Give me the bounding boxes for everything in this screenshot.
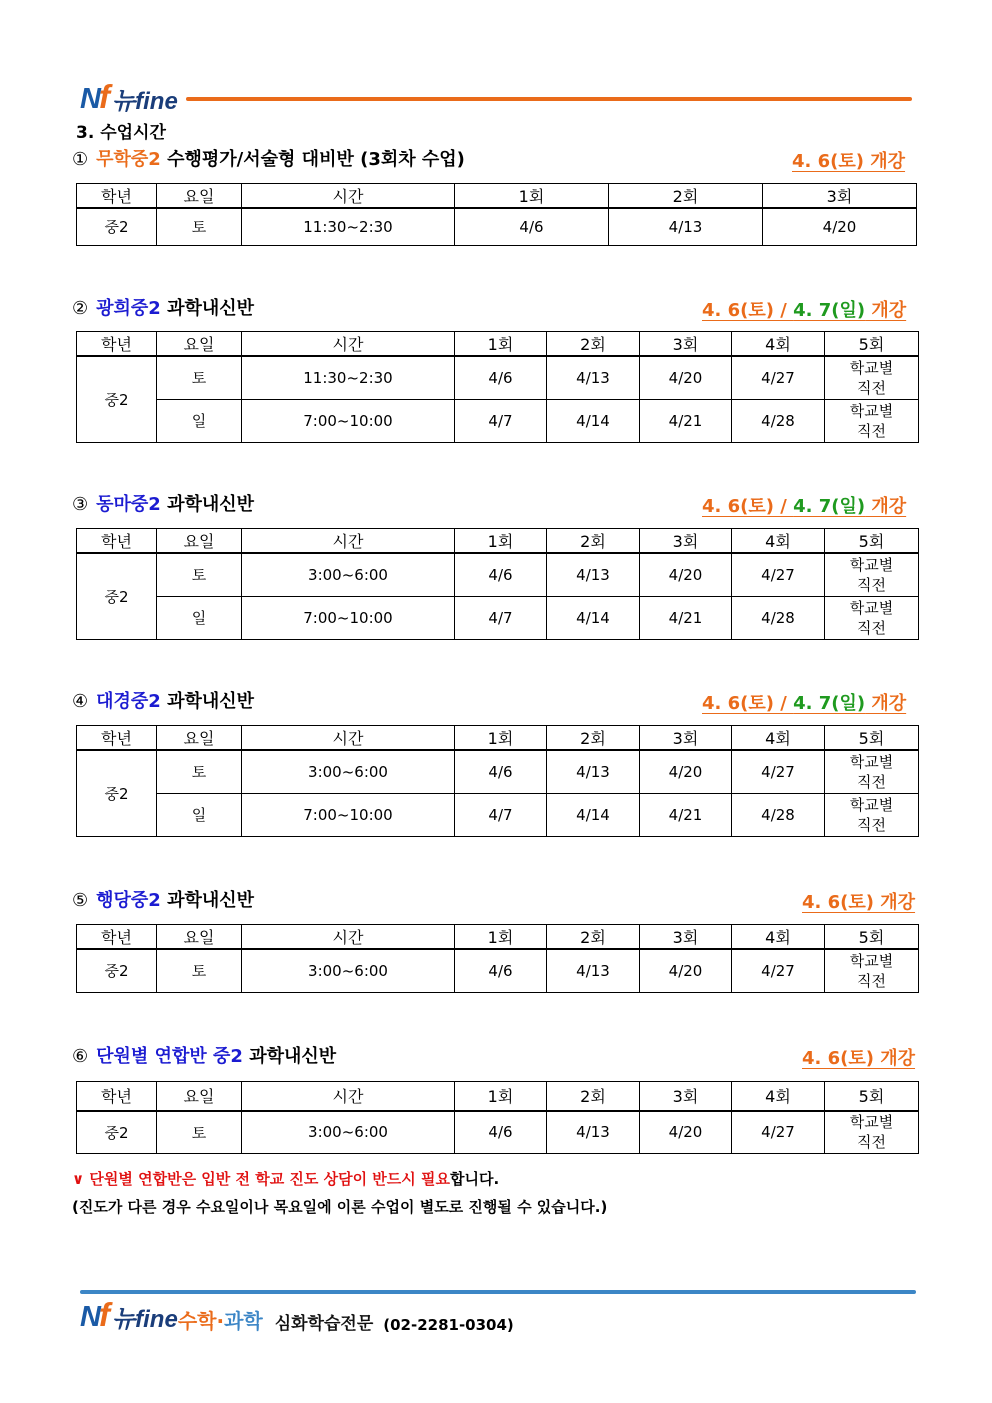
table-cell: 4/28 xyxy=(732,793,825,836)
table-cell: 4/6 xyxy=(455,1111,547,1154)
table-header-cell: 요일 xyxy=(157,726,242,751)
table-cell: 4/13 xyxy=(609,208,763,245)
table-row xyxy=(77,596,919,639)
table-cell: 7:00~10:00 xyxy=(242,793,455,836)
note-consultation: ∨ 단원별 연합반은 입반 전 학교 진도 상담이 반드시 필요합니다. xyxy=(72,1170,500,1188)
footer-brand xyxy=(80,1296,514,1334)
table-cell: 4/20 xyxy=(640,553,732,596)
table-header-cell: 2회 xyxy=(547,332,640,357)
table-row xyxy=(77,399,919,442)
table-header-cell: 2회 xyxy=(547,726,640,751)
table-cell: 4/21 xyxy=(640,793,732,836)
table-header-cell: 시간 xyxy=(242,529,455,554)
table-row xyxy=(77,750,919,793)
section-6-open-date: 4. 6(토) 개강 xyxy=(802,1048,916,1069)
table-header-cell: 학년 xyxy=(77,1082,157,1111)
header-session-2: 2회 xyxy=(609,184,763,209)
section-5-title: ⑤ 행당중2 과학내신반 xyxy=(72,890,255,911)
table-cell: 학교별 직전 xyxy=(825,399,919,442)
table-cell: 11:30~2:30 xyxy=(242,356,455,399)
table-cell: 학교별 직전 xyxy=(825,356,919,399)
table-header-cell: 3회 xyxy=(640,925,732,950)
table-header-cell: 학년 xyxy=(77,925,157,950)
section-3-table xyxy=(76,528,919,640)
table-row xyxy=(77,949,919,992)
table-cell: 4/20 xyxy=(763,208,917,245)
table-cell: 4/6 xyxy=(455,208,609,245)
nf-logo-mark: Nf xyxy=(80,78,108,115)
table-cell: 11:30~2:30 xyxy=(242,208,455,245)
section-1-table xyxy=(76,183,917,246)
table-header-cell: 5회 xyxy=(825,332,919,357)
footer-specialty: 심화학습전문 xyxy=(274,1314,374,1334)
table-cell: 4/6 xyxy=(455,949,547,992)
table-cell: 7:00~10:00 xyxy=(242,399,455,442)
table-cell: 4/13 xyxy=(547,553,640,596)
table-cell: 학교별 직전 xyxy=(825,1111,919,1154)
table-header-cell: 1회 xyxy=(455,1082,547,1111)
table-cell: 4/20 xyxy=(640,356,732,399)
table-cell: 4/27 xyxy=(732,949,825,992)
table-cell: 토 xyxy=(157,356,242,399)
table-cell: 4/6 xyxy=(455,750,547,793)
table-header-cell: 요일 xyxy=(157,925,242,950)
footer-divider xyxy=(80,1290,916,1294)
table-cell: 중2 xyxy=(77,949,157,992)
table-header-cell: 2회 xyxy=(547,1082,640,1111)
table-cell: 학교별 직전 xyxy=(825,750,919,793)
table-header-cell: 4회 xyxy=(732,1082,825,1111)
school-name: 광희중2 xyxy=(96,298,161,319)
table-header-cell: 1회 xyxy=(455,529,547,554)
header-session-1: 1회 xyxy=(455,184,609,209)
table-header-cell: 2회 xyxy=(547,925,640,950)
section-6-title: ⑥ 단원별 연합반 중2 과학내신반 xyxy=(72,1046,337,1067)
table-cell: 4/13 xyxy=(547,1111,640,1154)
table-cell: 4/14 xyxy=(547,399,640,442)
table-header-cell: 3회 xyxy=(640,726,732,751)
school-name: 대경중2 xyxy=(96,691,161,712)
table-header-cell: 시간 xyxy=(242,726,455,751)
table-cell: 4/27 xyxy=(732,1111,825,1154)
section-6-table xyxy=(76,1081,919,1154)
table-row xyxy=(77,793,919,836)
table-cell: 토 xyxy=(157,1111,242,1154)
table-header-cell: 학년 xyxy=(77,332,157,357)
table-cell: 일 xyxy=(157,399,242,442)
table-header-cell: 4회 xyxy=(732,332,825,357)
section-5-open-date: 4. 6(토) 개강 xyxy=(802,892,916,913)
table-cell: 4/27 xyxy=(732,356,825,399)
table-cell: 4/13 xyxy=(547,949,640,992)
table-header-cell: 3회 xyxy=(640,332,732,357)
section-5-table xyxy=(76,924,919,993)
table-header-cell: 4회 xyxy=(732,726,825,751)
table-header-cell: 5회 xyxy=(825,925,919,950)
table-cell: 중2 xyxy=(77,553,157,639)
table-cell: 4/20 xyxy=(640,750,732,793)
table-header-cell: 시간 xyxy=(242,1082,455,1111)
table-header-cell: 시간 xyxy=(242,332,455,357)
header-divider xyxy=(186,97,912,101)
table-cell: 4/7 xyxy=(455,399,547,442)
table-header-cell: 2회 xyxy=(547,529,640,554)
table-cell: 3:00~6:00 xyxy=(242,949,455,992)
table-cell: 토 xyxy=(157,949,242,992)
section-3-open-date: 4. 6(토) / 4. 7(일) 개강 xyxy=(702,496,907,517)
table-cell: 4/28 xyxy=(732,399,825,442)
brand-name: 뉴fine xyxy=(111,1306,178,1333)
table-header-cell: 1회 xyxy=(455,925,547,950)
table-header-cell: 1회 xyxy=(455,726,547,751)
table-cell: 토 xyxy=(157,208,242,245)
table-cell: 중2 xyxy=(77,356,157,442)
table-header-cell: 4회 xyxy=(732,925,825,950)
table-cell: 4/28 xyxy=(732,596,825,639)
table-header-cell: 3회 xyxy=(640,529,732,554)
table-cell: 4/13 xyxy=(547,750,640,793)
table-row xyxy=(77,356,919,399)
table-cell: 4/7 xyxy=(455,596,547,639)
header-session-3: 3회 xyxy=(763,184,917,209)
table-header-cell: 요일 xyxy=(157,1082,242,1111)
section-4-open-date: 4. 6(토) / 4. 7(일) 개강 xyxy=(702,693,907,714)
section-1-title: ① 무학중2 수행평가/서술형 대비반 (3회차 수업) xyxy=(72,149,465,170)
table-cell: 4/20 xyxy=(640,949,732,992)
section-4-title: ④ 대경중2 과학내신반 xyxy=(72,691,255,712)
footer-phone: (02-2281-0304) xyxy=(383,1316,514,1334)
table-cell: 중2 xyxy=(77,208,157,245)
table-cell: 학교별 직전 xyxy=(825,793,919,836)
table-row xyxy=(77,553,919,596)
table-row xyxy=(77,208,917,245)
table-cell: 4/6 xyxy=(455,553,547,596)
table-header-cell: 3회 xyxy=(640,1082,732,1111)
table-header-cell: 학년 xyxy=(77,726,157,751)
table-cell: 4/21 xyxy=(640,399,732,442)
check-mark-icon: ∨ xyxy=(72,1170,85,1188)
school-name: 무학중2 xyxy=(96,149,161,170)
table-cell: 학교별 직전 xyxy=(825,553,919,596)
table-cell: 3:00~6:00 xyxy=(242,1111,455,1154)
table-cell: 4/13 xyxy=(547,356,640,399)
school-name: 행당중2 xyxy=(96,890,161,911)
table-cell: 일 xyxy=(157,596,242,639)
header-day: 요일 xyxy=(157,184,242,209)
table-cell: 4/27 xyxy=(732,553,825,596)
section-2-title: ② 광희중2 과학내신반 xyxy=(72,298,255,319)
school-name: 단원별 연합반 중2 xyxy=(96,1046,243,1067)
nf-logo-mark: Nf xyxy=(80,1296,108,1333)
header-grade: 학년 xyxy=(77,184,157,209)
table-cell: 중2 xyxy=(77,750,157,836)
section-3-title: ③ 동마중2 과학내신반 xyxy=(72,494,255,515)
table-row xyxy=(77,1111,919,1154)
table-cell: 4/6 xyxy=(455,356,547,399)
brand-logo xyxy=(80,78,178,116)
table-cell: 중2 xyxy=(77,1111,157,1154)
table-cell: 4/14 xyxy=(547,596,640,639)
table-cell: 토 xyxy=(157,553,242,596)
table-header-cell: 5회 xyxy=(825,1082,919,1111)
table-cell: 3:00~6:00 xyxy=(242,553,455,596)
table-header-cell: 1회 xyxy=(455,332,547,357)
table-cell: 4/20 xyxy=(640,1111,732,1154)
section-4-table xyxy=(76,725,919,837)
note-extra-class: (진도가 다른 경우 수요일이나 목요일에 이론 수업이 별도로 진행될 수 있습니다.) xyxy=(72,1198,608,1216)
table-header-cell: 시간 xyxy=(242,925,455,950)
table-cell: 토 xyxy=(157,750,242,793)
table-header-cell: 5회 xyxy=(825,726,919,751)
table-cell: 4/14 xyxy=(547,793,640,836)
footer-subjects: 수학·과학 xyxy=(177,1309,263,1333)
section-heading: 3. 수업시간 xyxy=(76,123,166,143)
table-header-cell: 4회 xyxy=(732,529,825,554)
table-cell: 학교별 직전 xyxy=(825,596,919,639)
table-cell: 학교별 직전 xyxy=(825,949,919,992)
section-2-table xyxy=(76,331,919,443)
table-cell: 7:00~10:00 xyxy=(242,596,455,639)
table-header-cell: 5회 xyxy=(825,529,919,554)
brand-name: 뉴fine xyxy=(111,88,178,115)
table-cell: 4/27 xyxy=(732,750,825,793)
table-cell: 일 xyxy=(157,793,242,836)
table-cell: 4/21 xyxy=(640,596,732,639)
table-header-cell: 요일 xyxy=(157,529,242,554)
table-cell: 3:00~6:00 xyxy=(242,750,455,793)
section-1-open-date: 4. 6(토) 개강 xyxy=(792,151,906,172)
table-header-cell: 학년 xyxy=(77,529,157,554)
table-cell: 4/7 xyxy=(455,793,547,836)
table-header-cell: 요일 xyxy=(157,332,242,357)
school-name: 동마중2 xyxy=(96,494,161,515)
section-2-open-date: 4. 6(토) / 4. 7(일) 개강 xyxy=(702,300,907,321)
header-time: 시간 xyxy=(242,184,455,209)
